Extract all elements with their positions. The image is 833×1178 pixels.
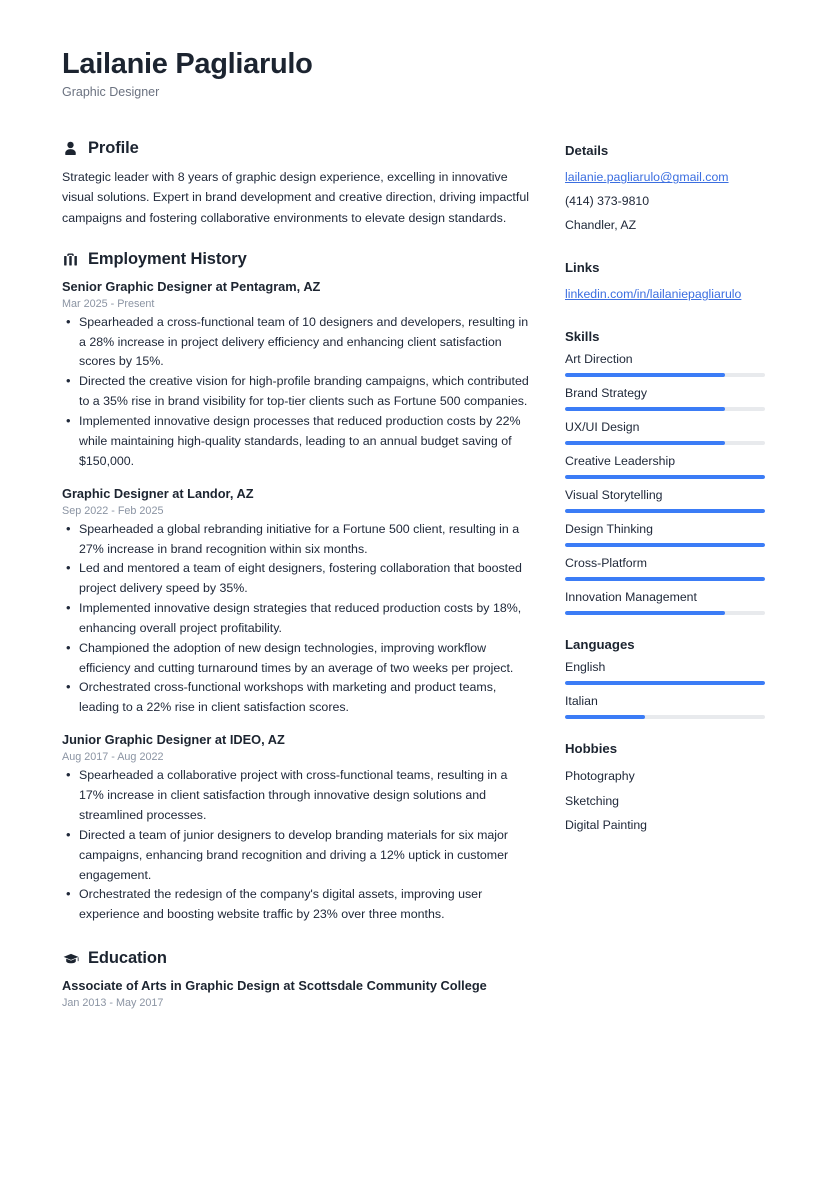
bullet-item: • Spearheaded a global rebranding initiative for a Fortune 500 client, resulting in a 27% increase in brand recognition within six months.	[62, 520, 532, 560]
skill-meter-track	[565, 407, 765, 411]
sidebar-skills-title: Skills	[565, 329, 600, 345]
sidebar-links-title: Links	[565, 260, 600, 276]
skill-item	[565, 590, 770, 615]
sidebar-links	[565, 260, 770, 307]
language-label: Italian	[565, 694, 598, 709]
bullet-item: • Spearheaded a collaborative project with cross-functional teams, resulting in a 17% increase in client satisfaction through innovative design solutions and streamlined processes.	[62, 766, 532, 826]
section-education-header	[62, 949, 532, 968]
hobby-item: Digital Painting	[565, 818, 648, 833]
employment-entry-title: Graphic Designer at Landor, AZ	[62, 485, 254, 501]
section-education-title: Education	[88, 949, 167, 968]
language-meter-fill	[565, 681, 765, 685]
bullet-item: • Orchestrated the redesign of the company's digital assets, improving user experience and boosting website traffic by 23% over three months.	[62, 885, 532, 925]
section-profile-body	[62, 167, 532, 227]
language-meter-track	[565, 681, 765, 685]
employment-entry-bullets	[62, 766, 532, 925]
candidate-name: Lailanie Pagliarulo	[62, 48, 313, 80]
skill-item	[565, 454, 770, 479]
language-item	[565, 694, 770, 719]
section-profile	[62, 139, 532, 227]
graduation-cap-icon	[62, 950, 79, 967]
skill-label: Innovation Management	[565, 590, 697, 605]
section-education-body	[62, 977, 532, 1009]
linkedin-link[interactable]: linkedin.com/in/lailaniepagliarulo	[565, 287, 742, 302]
education-entry	[62, 977, 532, 1009]
hobby-item: Photography	[565, 769, 635, 784]
skill-label: Visual Storytelling	[565, 488, 663, 503]
person-icon	[62, 140, 79, 157]
language-meter-fill	[565, 715, 645, 719]
skill-item	[565, 556, 770, 581]
employment-entry-bullets	[62, 313, 532, 472]
employment-entry-date: Sep 2022 - Feb 2025	[62, 504, 164, 517]
section-employment-header	[62, 250, 532, 269]
section-profile-title: Profile	[88, 139, 139, 158]
skill-meter-track	[565, 373, 765, 377]
sidebar-details-title: Details	[565, 143, 609, 159]
sidebar-details	[565, 143, 770, 238]
skill-meter-track	[565, 441, 765, 445]
skill-meter-fill	[565, 441, 725, 445]
main-column	[62, 139, 532, 1031]
section-employment	[62, 250, 532, 925]
employment-entry-date: Mar 2025 - Present	[62, 297, 155, 310]
employment-entry	[62, 278, 532, 472]
skill-meter-track	[565, 509, 765, 513]
bullet-item: • Championed the adoption of new design technologies, improving workflow efficiency and cutting turnaround times by an average of two weeks per project.	[62, 639, 532, 679]
skill-label: Cross-Platform	[565, 556, 647, 571]
skill-item	[565, 488, 770, 513]
skill-meter-fill	[565, 611, 725, 615]
section-profile-header	[62, 139, 532, 158]
bullet-item: • Implemented innovative design strategies that reduced production costs by 18%, enhancing overall project profitability.	[62, 599, 532, 639]
location-text: Chandler, AZ	[565, 218, 637, 233]
skill-meter-fill	[565, 407, 725, 411]
skill-item	[565, 352, 770, 377]
sidebar-languages-title: Languages	[565, 637, 635, 653]
education-entry-title: Associate of Arts in Graphic Design at Scottsdale Community College	[62, 978, 487, 994]
candidate-job-title: Graphic Designer	[62, 85, 160, 100]
skill-item	[565, 522, 770, 547]
skill-meter-fill	[565, 475, 765, 479]
sidebar-column	[565, 139, 770, 860]
phone-number: (414) 373-9810	[565, 194, 650, 209]
hobby-item: Sketching	[565, 793, 620, 808]
bullet-item: • Spearheaded a cross-functional team of 10 designers and developers, resulting in a 28% increase in project delivery efficiency and enhancing client satisfaction scores by 15%.	[62, 313, 532, 373]
skill-item	[565, 386, 770, 411]
skill-meter-track	[565, 577, 765, 581]
section-employment-title: Employment History	[88, 249, 247, 268]
skill-meter-track	[565, 611, 765, 615]
sidebar-hobbies-title: Hobbies	[565, 741, 618, 757]
skill-label: Creative Leadership	[565, 454, 676, 469]
employment-entry	[62, 485, 532, 719]
employment-entry-title: Senior Graphic Designer at Pentagram, AZ	[62, 278, 321, 294]
education-entry-date: Jan 2013 - May 2017	[62, 997, 164, 1010]
skill-meter-fill	[565, 373, 725, 377]
skill-meter-track	[565, 543, 765, 547]
bullet-item: • Directed the creative vision for high-profile branding campaigns, which contributed to a 35% rise in brand visibility for top-tier clients such as Fortune 500 companies.	[62, 372, 532, 412]
skill-meter-track	[565, 475, 765, 479]
skill-meter-fill	[565, 577, 765, 581]
skill-label: Brand Strategy	[565, 386, 648, 401]
skill-label: Design Thinking	[565, 522, 653, 537]
employment-entry	[62, 731, 532, 925]
language-item	[565, 660, 770, 685]
skill-label: UX/UI Design	[565, 420, 640, 435]
employment-entry-bullets	[62, 520, 532, 718]
sidebar-skills	[565, 329, 770, 615]
bullet-item: • Directed a team of junior designers to develop branding materials for six major campaigns, enhancing brand recognition and driving a 12% uptick in customer engagement.	[62, 826, 532, 886]
section-education	[62, 949, 532, 1009]
profile-summary-text: Strategic leader with 8 years of graphic design experience, excelling in innovative visual solutions. Expert in brand development and creative direction, driving impactful campaigns and fostering collaborative environments to elevate design standards.	[62, 170, 529, 225]
employment-entry-date: Aug 2017 - Aug 2022	[62, 751, 164, 764]
skill-item	[565, 420, 770, 445]
language-meter-track	[565, 715, 765, 719]
language-label: English	[565, 660, 606, 675]
employment-entry-title: Junior Graphic Designer at IDEO, AZ	[62, 732, 285, 748]
section-employment-body	[62, 278, 532, 925]
skill-label: Art Direction	[565, 352, 633, 367]
sidebar-hobbies	[565, 741, 770, 838]
sidebar-languages	[565, 637, 770, 719]
briefcase-icon	[62, 251, 79, 268]
bullet-item: • Orchestrated cross-functional workshops with marketing and product teams, leading to a 22% rise in client satisfaction scores.	[62, 678, 532, 718]
skill-meter-fill	[565, 543, 765, 547]
resume-body	[62, 139, 781, 1031]
skill-meter-fill	[565, 509, 765, 513]
bullet-item: • Led and mentored a team of eight designers, fostering collaboration that boosted project delivery speed by 35%.	[62, 559, 532, 599]
resume-header	[62, 48, 781, 99]
bullet-item: • Implemented innovative design processes that reduced production costs by 22% while maintaining high-quality standards, leading to an annual budget saving of $150,000.	[62, 412, 532, 472]
email-link[interactable]: lailanie.pagliarulo@gmail.com	[565, 170, 729, 185]
